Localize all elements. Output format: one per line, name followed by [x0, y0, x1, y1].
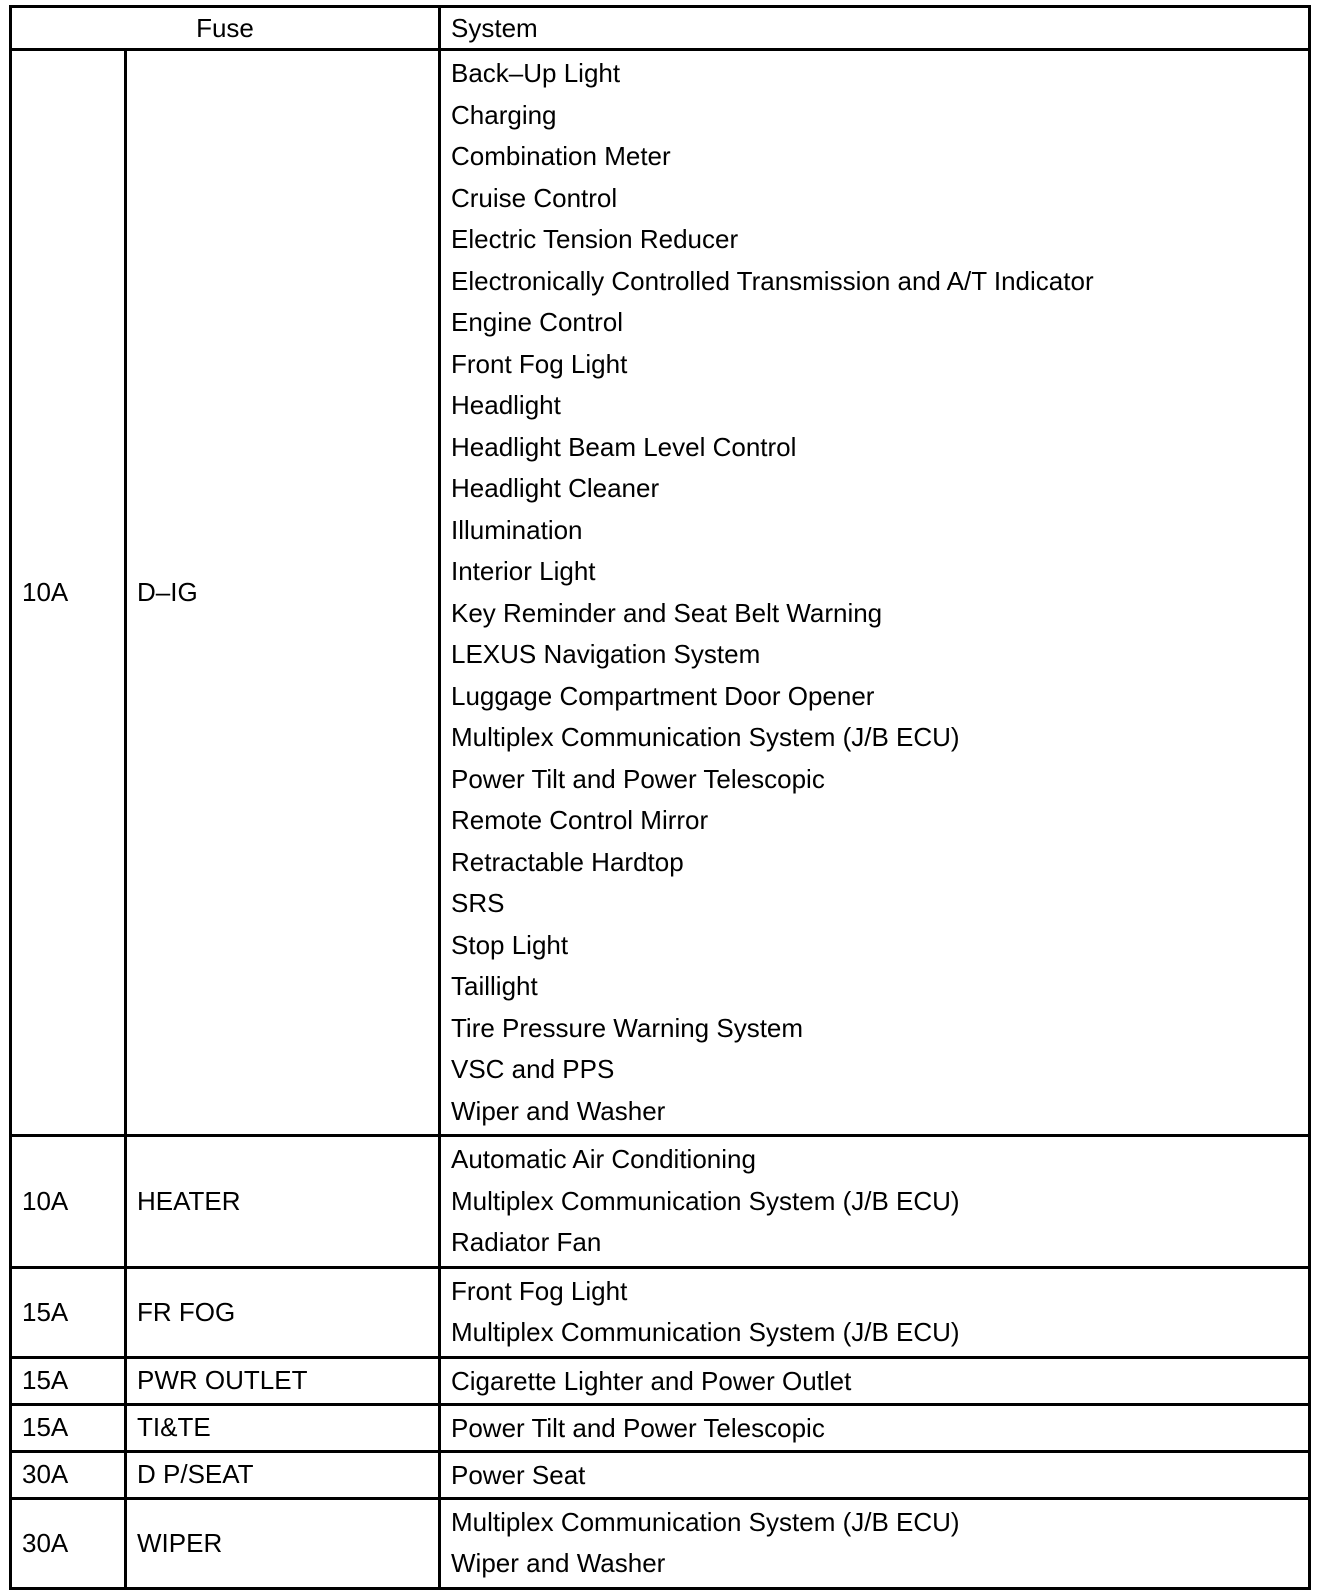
table-row [11, 1498, 1310, 1588]
system-item: Interior Light [451, 556, 596, 586]
system-item: Combination Meter [451, 141, 671, 171]
header-fuse: Fuse [11, 7, 440, 50]
fuse-amperage: 15A [11, 1404, 126, 1451]
system-item: SRS [451, 888, 505, 918]
table-row [11, 1404, 1310, 1451]
fuse-name: WIPER [126, 1498, 440, 1588]
fuse-amperage: 30A [11, 1498, 126, 1588]
fuse-name: TI&TE [126, 1404, 440, 1451]
system-item: Power Tilt and Power Telescopic [451, 763, 825, 794]
system-item: Electric Tension Reducer [451, 224, 739, 254]
system-item: Cigarette Lighter and Power Outlet [451, 1365, 852, 1396]
fuse-name: PWR OUTLET [126, 1357, 440, 1404]
system-item: LEXUS Navigation System [451, 639, 761, 669]
system-item: Power Tilt and Power Telescopic [451, 1412, 825, 1443]
table-row [11, 1451, 1310, 1498]
fuse-name: D–IG [126, 50, 440, 1136]
table-row [11, 1136, 1310, 1268]
fuse-amperage: 10A [11, 1136, 126, 1268]
fuse-amperage: 15A [11, 1267, 126, 1357]
system-item: Automatic Air Conditioning [451, 1144, 756, 1174]
system-item: VSC and PPS [451, 1054, 615, 1084]
system-item: Remote Control Mirror [451, 805, 709, 835]
system-item: Power Seat [451, 1459, 586, 1490]
fuse-amperage: 10A [11, 50, 126, 1136]
fuse-name: FR FOG [126, 1267, 440, 1357]
system-item: Multiplex Communication System (J/B ECU) [451, 722, 960, 752]
system-item: Front Fog Light [451, 1275, 628, 1306]
system-item: Stop Light [451, 929, 569, 960]
fuse-name: D P/SEAT [126, 1451, 440, 1498]
system-item: Tire Pressure Warning System [451, 1012, 804, 1043]
system-item: Luggage Compartment Door Opener [451, 680, 875, 711]
header-row [11, 7, 1310, 50]
system-item: Headlight Cleaner [451, 473, 660, 503]
system-item: Multiplex Communication System (J/B ECU) [451, 1317, 960, 1347]
system-item: Headlight Beam Level Control [451, 431, 797, 462]
system-item: Wiper and Washer [451, 1548, 666, 1578]
fuse-table [9, 5, 1311, 1590]
system-list [440, 1498, 1310, 1588]
fuse-name: HEATER [126, 1136, 440, 1268]
system-item: Key Reminder and Seat Belt Warning [451, 597, 883, 628]
system-list [440, 1136, 1310, 1268]
table-header [11, 7, 1310, 50]
system-item: Multiplex Communication System (J/B ECU) [451, 1185, 960, 1216]
system-list [440, 50, 1310, 1136]
system-item: Charging [451, 99, 557, 130]
fuse-amperage: 30A [11, 1451, 126, 1498]
header-system: System [440, 7, 1310, 50]
system-item: Radiator Fan [451, 1227, 602, 1257]
system-item: Retractable Hardtop [451, 846, 684, 877]
table-row [11, 1267, 1310, 1357]
fuse-amperage: 15A [11, 1357, 126, 1404]
system-list [440, 1357, 1310, 1404]
system-list [440, 1451, 1310, 1498]
table-row [11, 50, 1310, 1136]
system-item: Cruise Control [451, 182, 618, 213]
system-item: Back–Up Light [451, 58, 621, 88]
system-item: Headlight [451, 390, 561, 420]
system-item: Multiplex Communication System (J/B ECU) [451, 1506, 960, 1537]
system-item: Taillight [451, 971, 538, 1001]
table-row [11, 1357, 1310, 1404]
system-item: Electronically Controlled Transmission and A/T Indicator [451, 265, 1094, 296]
table-body [11, 50, 1310, 1589]
system-item: Wiper and Washer [451, 1095, 666, 1126]
system-list [440, 1267, 1310, 1357]
system-item: Illumination [451, 514, 583, 545]
system-item: Front Fog Light [451, 348, 628, 379]
system-item: Engine Control [451, 307, 623, 337]
system-list [440, 1404, 1310, 1451]
